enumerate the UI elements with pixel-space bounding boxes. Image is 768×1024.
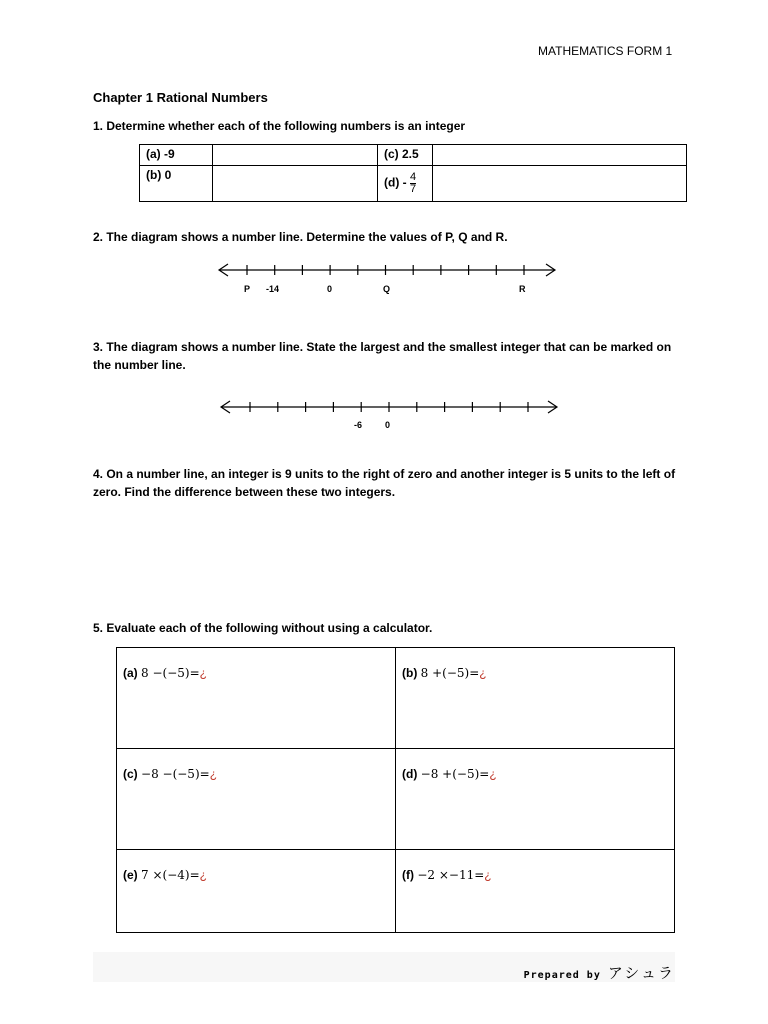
footer-prepared-by: Prepared by xyxy=(523,970,601,981)
q5-cell-d[interactable] xyxy=(396,749,675,850)
q1-item-c: (c) 2.5 xyxy=(378,145,433,166)
header-course: MATHEMATICS FORM 1 xyxy=(538,44,673,58)
footer xyxy=(524,962,675,983)
question-5-text: 5. Evaluate each of the following without using a calculator. xyxy=(93,621,433,635)
q5-expression-d: −8 +(−5)= xyxy=(420,767,490,781)
q5-label-c: (c) xyxy=(123,767,138,781)
q1-answer-d[interactable] xyxy=(433,166,687,202)
q5-expression-a: 8 −(−5)= xyxy=(141,666,200,680)
q1-item-d-prefix: (d) - xyxy=(384,175,407,190)
q1-answer-c[interactable] xyxy=(433,145,687,166)
q1-answer-a[interactable] xyxy=(213,145,378,166)
question-1-text: 1. Determine whether each of the following numbers is an integer xyxy=(93,119,466,133)
fraction-denominator: 7 xyxy=(410,183,417,195)
placeholder-glyph: ¿ xyxy=(199,666,207,680)
number-line-q3 xyxy=(0,395,768,435)
question-2-text: 2. The diagram shows a number line. Determine the values of P, Q and R. xyxy=(93,230,508,244)
question-3-text: 3. The diagram shows a number line. State the largest and the smallest integer that can be marked on the number line. xyxy=(93,340,672,372)
q1-answer-b[interactable] xyxy=(213,166,378,202)
label-r: R xyxy=(519,284,526,294)
placeholder-glyph: ¿ xyxy=(489,767,497,781)
placeholder-glyph: ¿ xyxy=(484,868,492,882)
footer-author: アシュラ xyxy=(607,964,675,982)
q5-cell-f[interactable] xyxy=(396,850,675,933)
q1-item-b: (b) 0 xyxy=(140,166,213,202)
q1-item-a: (a) -9 xyxy=(140,145,213,166)
number-line-q2 xyxy=(0,258,768,298)
q5-expression-c: −8 −(−5)= xyxy=(141,767,210,781)
label-q: Q xyxy=(383,284,391,294)
placeholder-glyph: ¿ xyxy=(199,868,207,882)
label-p: P xyxy=(244,284,251,294)
q5-label-a: (a) xyxy=(123,666,138,680)
q5-cell-b[interactable] xyxy=(396,648,675,749)
question-5-table xyxy=(116,647,675,933)
q5-label-e: (e) xyxy=(123,868,138,882)
q5-expression-f: −2 ×−11= xyxy=(417,868,485,882)
fraction-numerator: 4 xyxy=(410,171,417,183)
chapter-title: Chapter 1 Rational Numbers xyxy=(93,90,268,105)
label-minus-14: -14 xyxy=(266,284,280,294)
label-minus-6: -6 xyxy=(354,420,363,430)
question-4-text: 4. On a number line, an integer is 9 units to the right of zero and another integer is 5 units to the left of zero. Find the difference between these two integers. xyxy=(93,467,676,499)
label-zero: 0 xyxy=(385,420,391,430)
q5-expression-b: 8 +(−5)= xyxy=(420,666,480,680)
placeholder-glyph: ¿ xyxy=(479,666,487,680)
q5-expression-e: 7 ×(−4)= xyxy=(141,868,200,882)
label-zero: 0 xyxy=(327,284,333,294)
placeholder-glyph: ¿ xyxy=(209,767,218,781)
q5-cell-e[interactable] xyxy=(117,850,396,933)
fraction xyxy=(410,172,416,195)
question-1-table xyxy=(139,144,687,202)
q5-cell-c[interactable] xyxy=(117,749,396,850)
q5-cell-a[interactable] xyxy=(117,648,396,749)
q5-label-d: (d) xyxy=(402,767,418,781)
q5-label-f: (f) xyxy=(402,868,414,882)
q1-item-d xyxy=(378,166,433,202)
q5-label-b: (b) xyxy=(402,666,418,680)
